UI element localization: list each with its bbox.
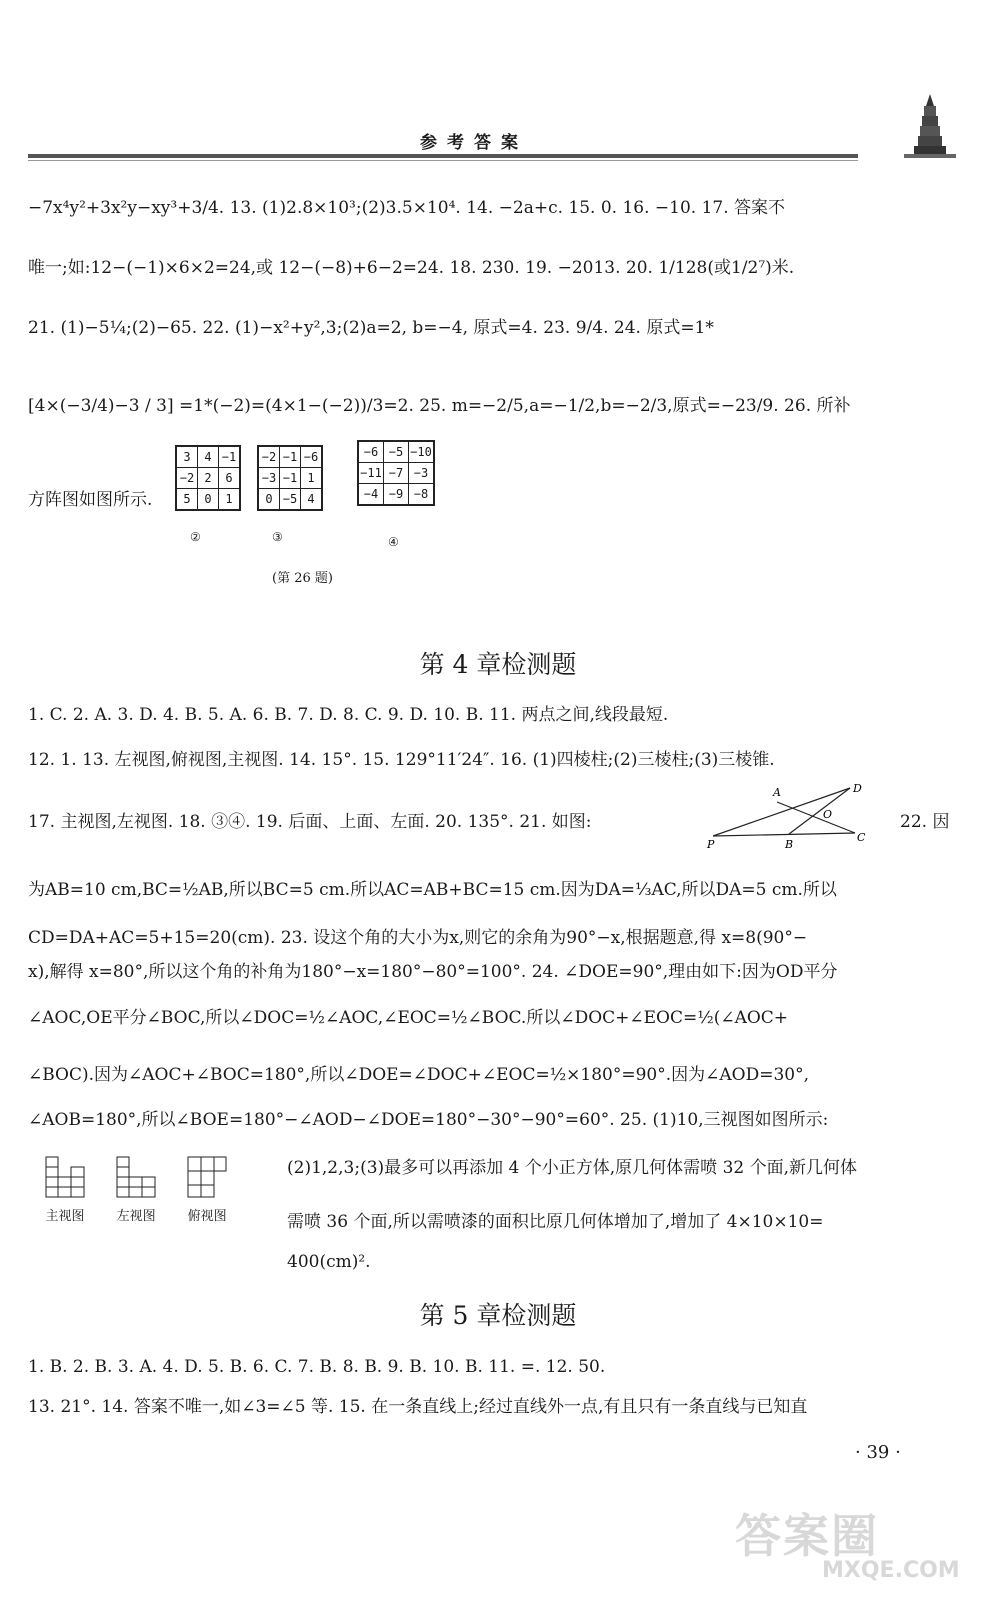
section-heading-ch5: 第 5 章检测题 [419, 1301, 577, 1330]
grid-label: ④ [388, 535, 399, 549]
view-label: 主视图 [45, 1209, 85, 1224]
grid-cell: −2 [176, 468, 198, 489]
magic-square-2 [175, 445, 241, 511]
answer-line: ∠AOB=180°,所以∠BOE=180°−∠AOD−∠DOE=180°−30°−90°=60°. 25. (1)10,三视图如图所示: [28, 1110, 829, 1130]
answer-line: ∠BOC).因为∠AOC+∠BOC=180°,所以∠DOE=∠DOC+∠EOC=½×180°=90°.因为∠AOD=30°, [28, 1065, 810, 1085]
header-rule [28, 154, 858, 158]
grid-cell: 2 [198, 468, 219, 489]
answer-line: (2)1,2,3;(3)最多可以再添加 4 个小正方体,原几何体需喷 32 个面,新几何体 [287, 1158, 858, 1178]
grid-cell: −7 [384, 463, 409, 484]
grid-cell: −6 [301, 446, 323, 468]
point-label-c: C [857, 831, 866, 844]
top-view [177, 1155, 237, 1224]
answer-line: 需喷 36 个面,所以需喷漆的面积比原几何体增加了,增加了 4×10×10= [287, 1212, 824, 1232]
grid-cell: −6 [358, 441, 384, 463]
grid-cell: −9 [384, 484, 409, 506]
answer-line: 12. 1. 13. 左视图,俯视图,主视图. 14. 15°. 15. 129°11′24″. 16. (1)四棱柱;(2)三棱柱;(3)三棱锥. [28, 750, 775, 770]
grid-cell: 1 [219, 489, 241, 511]
answer-line: 1. C. 2. A. 3. D. 4. B. 5. A. 6. B. 7. D. 8. C. 9. D. 10. B. 11. 两点之间,线段最短. [28, 705, 669, 725]
answer-line: ∠AOC,OE平分∠BOC,所以∠DOC=½∠AOC,∠EOC=½∠BOC.所以∠DOC+∠EOC=½(∠AOC+ [28, 1008, 789, 1028]
watermark-url: MXQE.COM [822, 1558, 960, 1583]
magic-square-4 [357, 440, 435, 506]
view-label: 左视图 [116, 1209, 156, 1224]
pagoda-icon [900, 92, 960, 162]
grid-cell: 1 [301, 468, 323, 489]
figure-caption: (第 26 题) [272, 571, 333, 586]
answer-line: 13. 21°. 14. 答案不唯一,如∠3=∠5 等. 15. 在一条直线上;经过直线外一点,有且只有一条直线与已知直 [28, 1397, 808, 1417]
grid-cell: 0 [258, 489, 280, 511]
left-view-drawing [115, 1155, 157, 1199]
answer-line: 1. B. 2. B. 3. A. 4. D. 5. B. 6. C. 7. B. 8. B. 9. B. 10. B. 11. =. 12. 50. [28, 1357, 606, 1377]
magic-square-3 [257, 445, 323, 511]
answer-line: 唯一;如:12−(−1)×6×2=24,或 12−(−8)+6−2=24. 18. 230. 19. −2013. 20. 1/128(或1/2⁷)米. [28, 258, 795, 278]
grid-cell: 3 [176, 446, 198, 468]
section-heading-ch4: 第 4 章检测题 [419, 650, 577, 679]
answer-line: [4×(−3/4)−3 / 3] =1*(−2)=(4×1−(−2))/3=2. 25. m=−2/5,a=−1/2,b=−2/3,原式=−23/9. 26. 所补 [28, 396, 851, 416]
grid-cell: 6 [219, 468, 241, 489]
answer-fragment: 22. 因 [900, 812, 950, 832]
answer-line: x),解得 x=80°,所以这个角的补角为180°−x=180°−80°=100°. 24. ∠DOE=90°,理由如下:因为OD平分 [28, 962, 838, 982]
top-view-drawing [186, 1155, 228, 1199]
grid-cell: −3 [258, 468, 280, 489]
page-header-title: 参考答案 [420, 133, 528, 153]
answer-line: 17. 主视图,左视图. 18. ③④. 19. 后面、上面、左面. 20. 135°. 21. 如图: [28, 812, 592, 832]
answer-line: 400(cm)². [287, 1252, 371, 1272]
grid-cell: −1 [219, 446, 241, 468]
point-label-p: P [707, 838, 715, 850]
grid-label: ② [190, 530, 201, 544]
answer-line: 21. (1)−5¼;(2)−65. 22. (1)−x²+y²,3;(2)a=2, b=−4, 原式=4. 23. 9/4. 24. 原式=1* [28, 318, 714, 338]
grid-cell: −5 [384, 441, 409, 463]
grid-cell: −8 [409, 484, 435, 506]
watermark-logo: 答案圈 [735, 1509, 879, 1563]
point-label-o: O [823, 808, 833, 821]
grid-cell: 4 [301, 489, 323, 511]
grid-cell: −1 [280, 468, 301, 489]
answer-line: −7x⁴y²+3x²y−xy³+3/4. 13. (1)2.8×10³;(2)3.5×10⁴. 14. −2a+c. 15. 0. 16. −10. 17. 答案不 [28, 198, 786, 218]
point-label-d: D [853, 782, 862, 795]
grid-cell: −4 [358, 484, 384, 506]
grid-cell: −1 [280, 446, 301, 468]
front-view-drawing [44, 1155, 86, 1199]
point-label-b: B [785, 838, 794, 850]
answer-line: 方阵图如图所示. [28, 490, 153, 510]
grid-cell: −5 [280, 489, 301, 511]
geometry-figure [705, 778, 870, 850]
answer-line: CD=DA+AC=5+15=20(cm). 23. 设这个角的大小为x,则它的余角为90°−x,根据题意,得 x=8(90°− [28, 928, 808, 948]
front-view [35, 1155, 95, 1224]
answer-line: 为AB=10 cm,BC=½AB,所以BC=5 cm.所以AC=AB+BC=15 cm.因为DA=⅓AC,所以DA=5 cm.所以 [28, 880, 837, 900]
grid-cell: 4 [198, 446, 219, 468]
view-label: 俯视图 [187, 1209, 227, 1224]
point-label-a: A [773, 786, 781, 799]
grid-cell: 0 [198, 489, 219, 511]
grid-cell: −11 [358, 463, 384, 484]
grid-label: ③ [272, 530, 283, 544]
grid-cell: 5 [176, 489, 198, 511]
grid-cell: −2 [258, 446, 280, 468]
grid-cell: −3 [409, 463, 435, 484]
left-view [106, 1155, 166, 1224]
three-views-figure [35, 1155, 243, 1224]
header-rule-thin [28, 160, 858, 161]
grid-cell: −10 [409, 441, 435, 463]
page-number: · 39 · [855, 1442, 901, 1463]
